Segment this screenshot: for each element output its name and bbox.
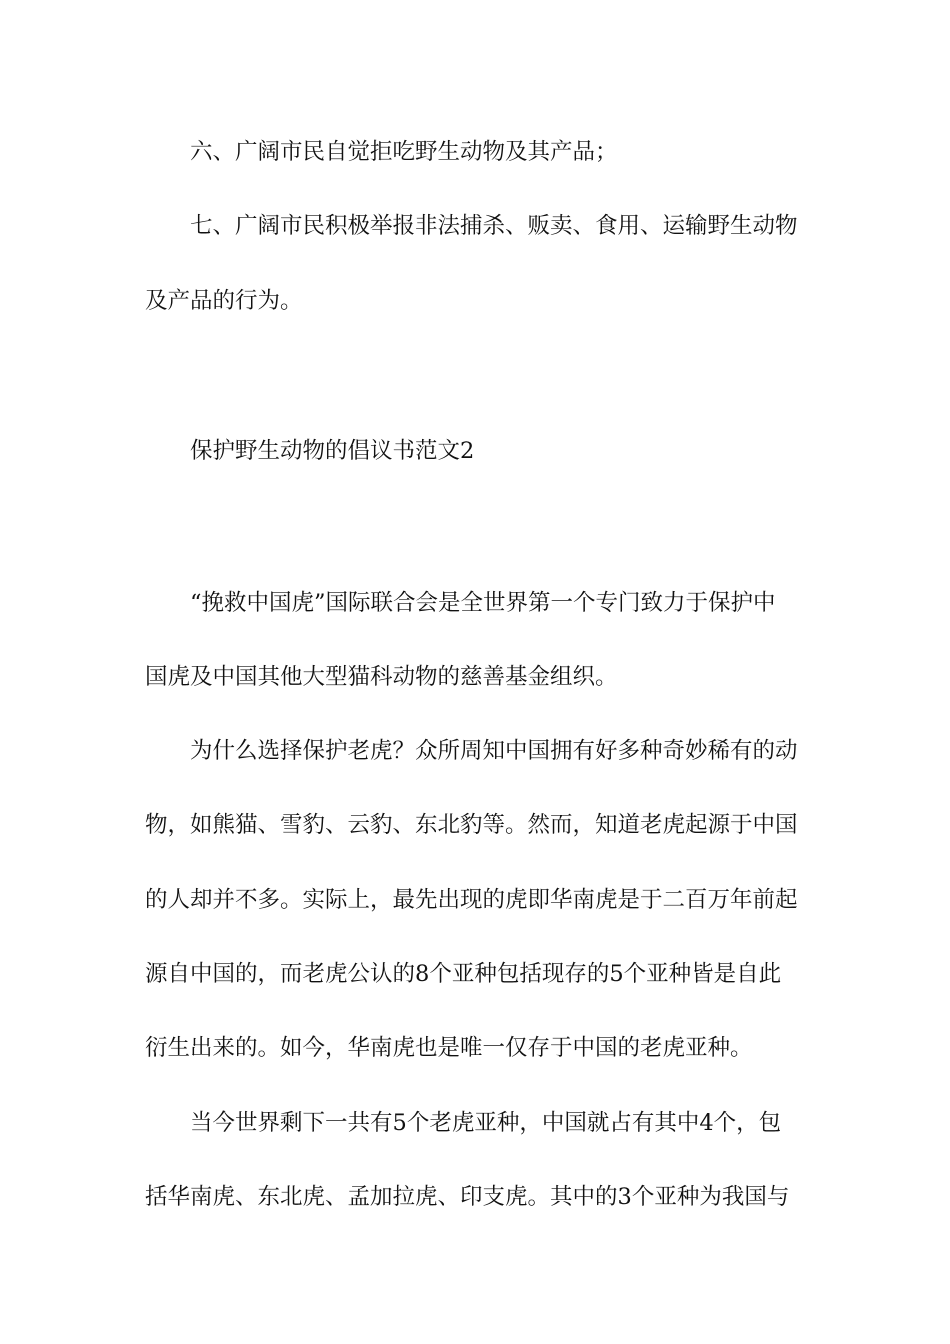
paragraph-2-line-2: 物，如熊猫、雪豹、云豹、东北豹等。然而，知道老虎起源于中国 (145, 812, 798, 838)
paragraph-1-line-2: 国虎及中国其他大型猫科动物的慈善基金组织。 (145, 664, 618, 690)
paragraph-2-line-3: 的人却并不多。实际上，最先出现的虎即华南虎是于二百万年前起 (145, 887, 798, 913)
paragraph-3-line-1: 当今世界剩下一共有5个老虎亚种，中国就占有其中4个，包 (190, 1110, 782, 1136)
paragraph-item-6: 六、广阔市民自觉拒吃野生动物及其产品； (190, 139, 618, 165)
paragraph-2-line-5: 衍生出来的。如今，华南虎也是唯一仅存于中国的老虎亚种。 (145, 1035, 753, 1061)
paragraph-3-line-2: 括华南虎、东北虎、孟加拉虎、印支虎。其中的3个亚种为我国与 (145, 1184, 790, 1210)
paragraph-2-line-1: 为什么选择保护老虎？众所周知中国拥有好多种奇妙稀有的动 (190, 738, 798, 764)
paragraph-2-line-4: 源自中国的，而老虎公认的8个亚种包括现存的5个亚种皆是自此 (145, 961, 782, 987)
paragraph-1-line-1: “挽救中国虎”国际联合会是全世界第一个专门致力于保护中 (190, 590, 776, 616)
section-heading: 保护野生动物的倡议书范文2 (190, 438, 475, 464)
paragraph-item-7-line-1: 七、广阔市民积极举报非法捕杀、贩卖、食用、运输野生动物 (190, 213, 798, 239)
paragraph-item-7-line-2: 及产品的行为。 (145, 288, 303, 314)
